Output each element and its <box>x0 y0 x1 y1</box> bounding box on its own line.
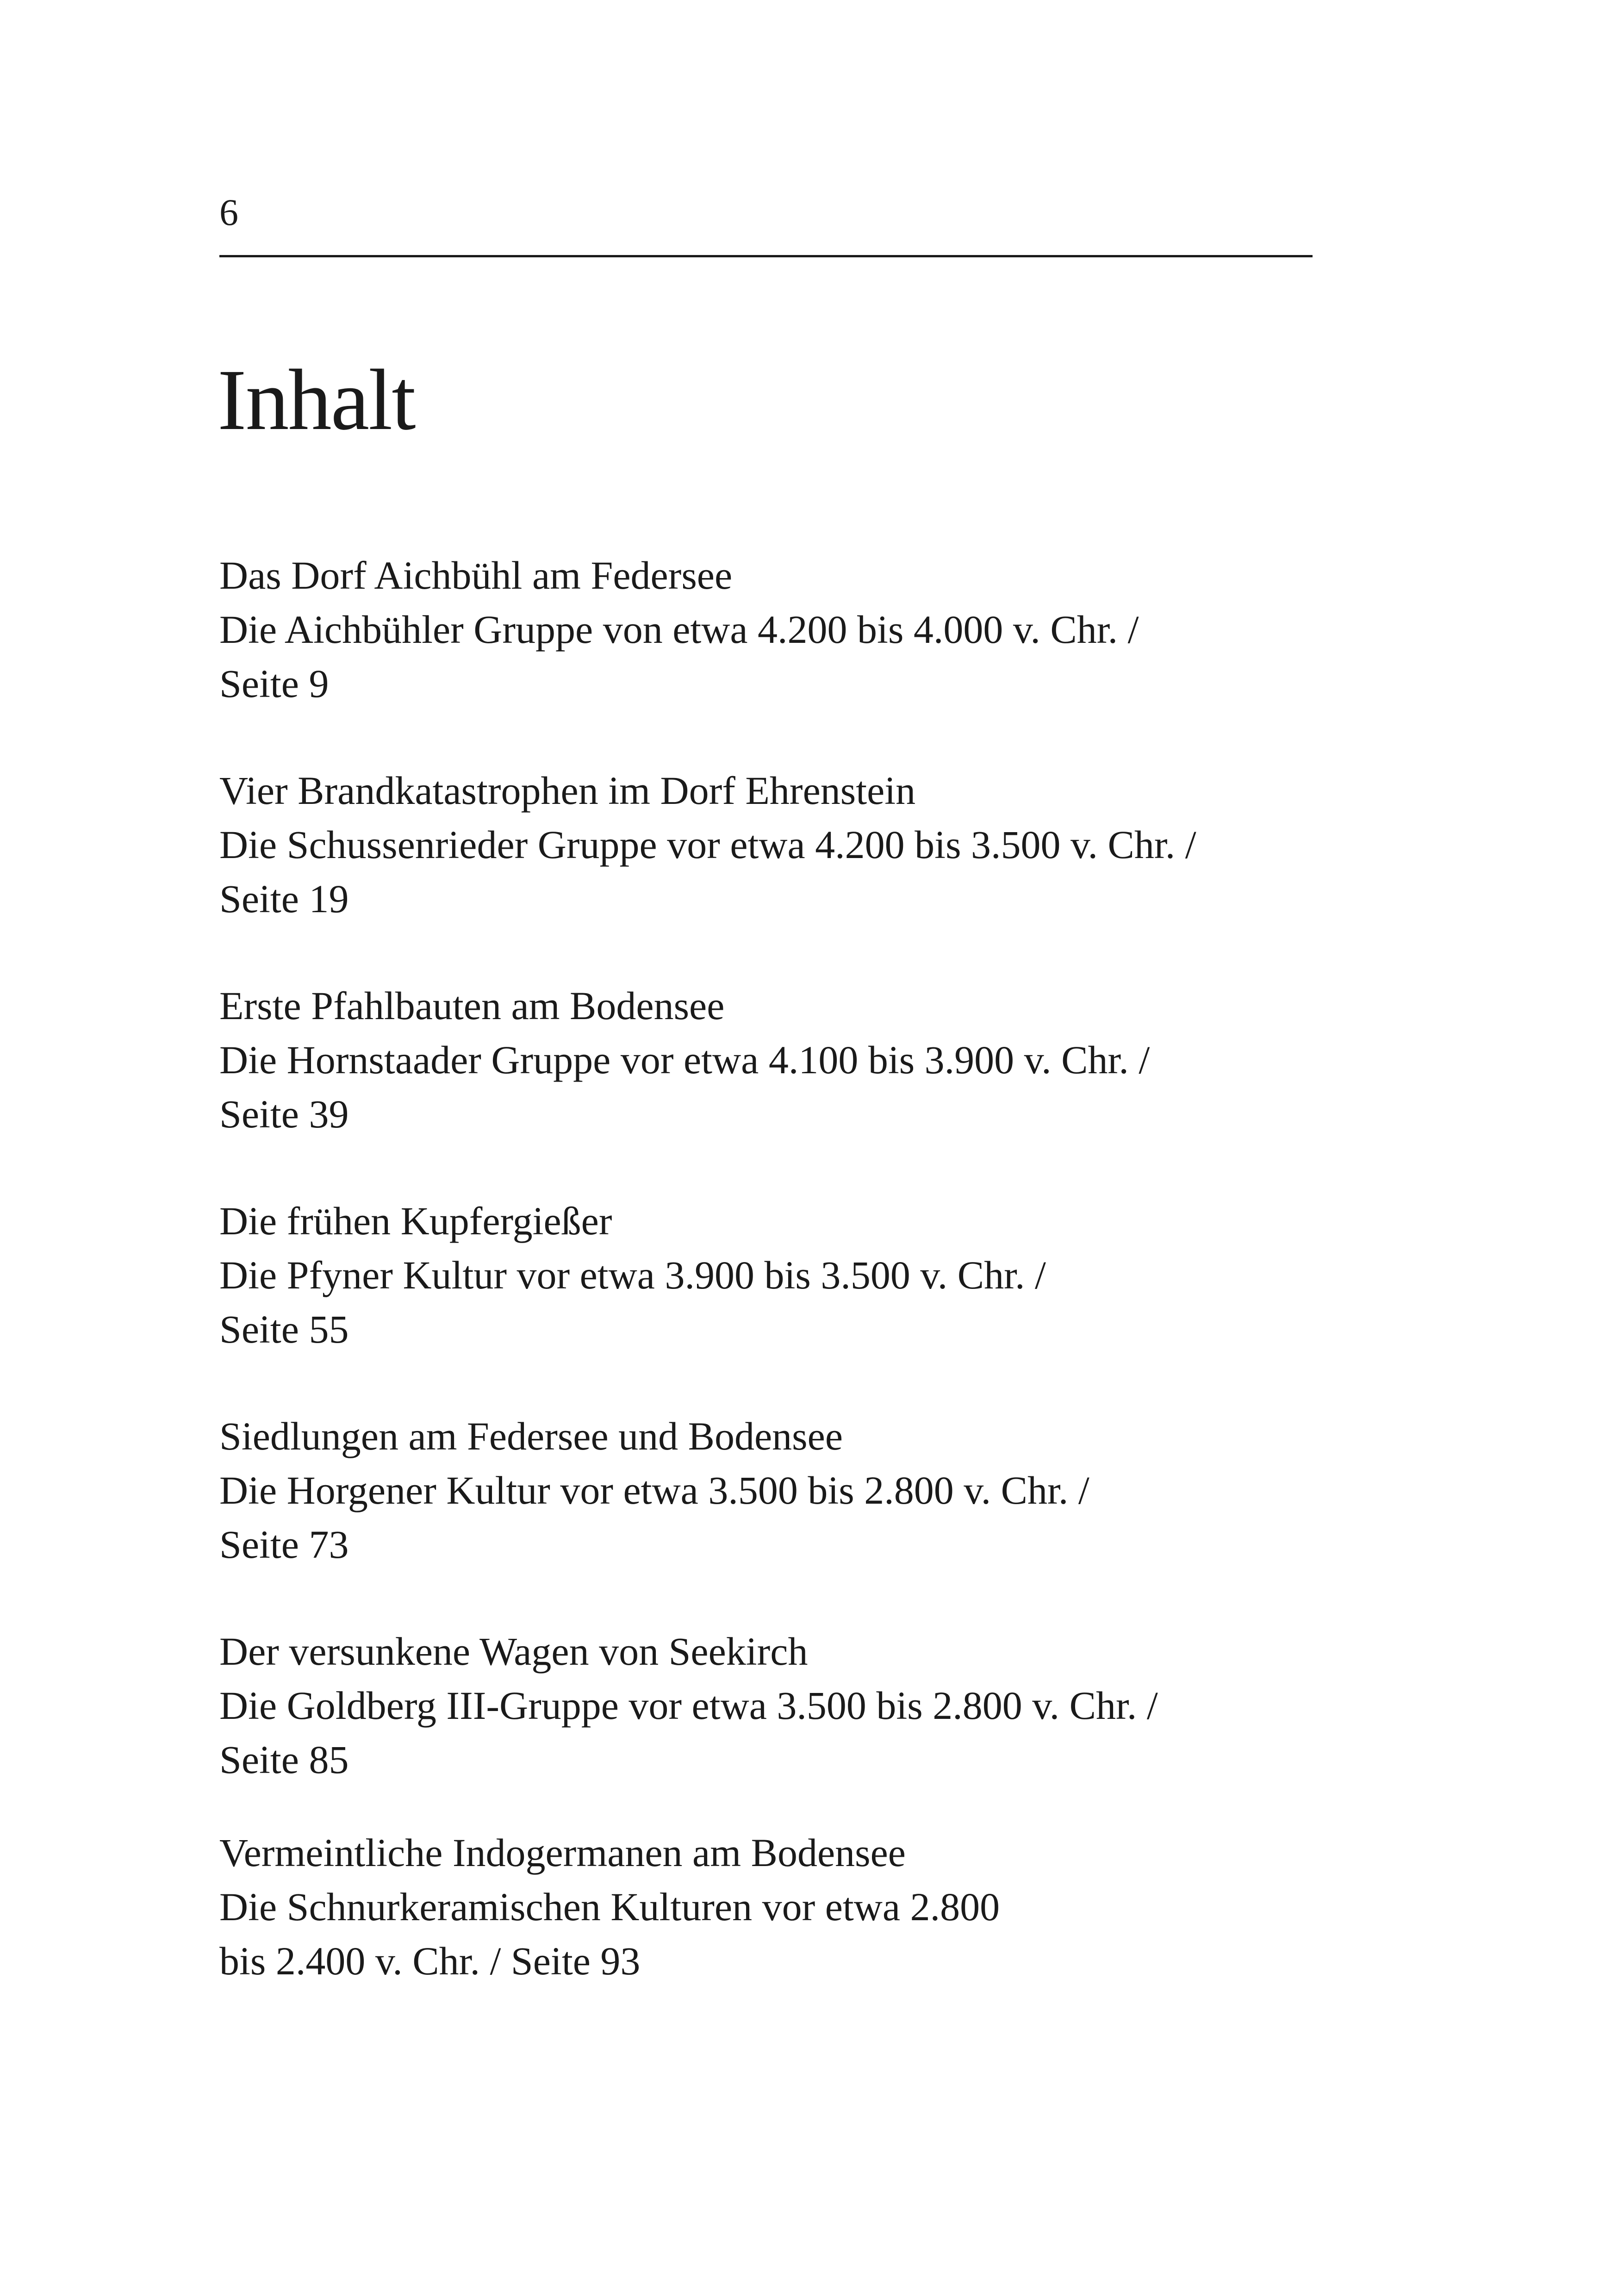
toc-entry <box>219 1409 1089 1572</box>
toc-entry-title: Siedlungen am Federsee und Bodensee <box>219 1414 843 1458</box>
toc-entry-title: Der versunkene Wagen von Seekirch <box>219 1629 808 1674</box>
toc-entry-subtitle: Die Hornstaader Gruppe vor etwa 4.100 bis 3.900 v. Chr. / <box>219 1038 1150 1082</box>
toc-entry <box>219 764 1196 926</box>
toc-entry-subtitle: Die Schnurkeramischen Kulturen vor etwa 2.800 <box>219 1885 1000 1929</box>
toc-entry-subtitle: Die Schussenrieder Gruppe vor etwa 4.200 bis 3.500 v. Chr. / <box>219 822 1196 867</box>
page-number: 6 <box>219 191 238 233</box>
toc-entry-page: bis 2.400 v. Chr. / Seite 93 <box>219 1939 641 1983</box>
toc-entry-title: Vermeintliche Indogermanen am Bodensee <box>219 1830 906 1875</box>
toc-entry <box>219 548 1139 711</box>
header-rule <box>219 255 1313 257</box>
toc-entry-page: Seite 73 <box>219 1522 349 1567</box>
toc-entry-page: Seite 19 <box>219 877 349 921</box>
toc-entry <box>219 979 1150 1141</box>
toc-entry <box>219 1826 1000 1988</box>
toc-entry-title: Vier Brandkatastrophen im Dorf Ehrenstein <box>219 768 916 813</box>
toc-entry-subtitle: Die Pfyner Kultur vor etwa 3.900 bis 3.500 v. Chr. / <box>219 1253 1046 1297</box>
toc-entry <box>219 1194 1046 1356</box>
toc-entry-subtitle: Die Horgener Kultur vor etwa 3.500 bis 2.800 v. Chr. / <box>219 1468 1089 1512</box>
toc-entry-page: Seite 55 <box>219 1307 349 1351</box>
toc-entry-title: Erste Pfahlbauten am Bodensee <box>219 983 725 1028</box>
toc-entry-page: Seite 85 <box>219 1737 349 1782</box>
toc-entry-page: Seite 9 <box>219 661 329 706</box>
toc-entry-subtitle: Die Aichbühler Gruppe von etwa 4.200 bis 4.000 v. Chr. / <box>219 607 1139 652</box>
page-title: Inhalt <box>218 351 415 448</box>
toc-entry-page: Seite 39 <box>219 1092 349 1136</box>
toc-entry-title: Das Dorf Aichbühl am Federsee <box>219 553 733 597</box>
toc-entry-subtitle: Die Goldberg III-Gruppe vor etwa 3.500 bis 2.800 v. Chr. / <box>219 1683 1158 1728</box>
toc-entry <box>219 1624 1158 1787</box>
toc-entry-title: Die frühen Kupfergießer <box>219 1199 612 1243</box>
